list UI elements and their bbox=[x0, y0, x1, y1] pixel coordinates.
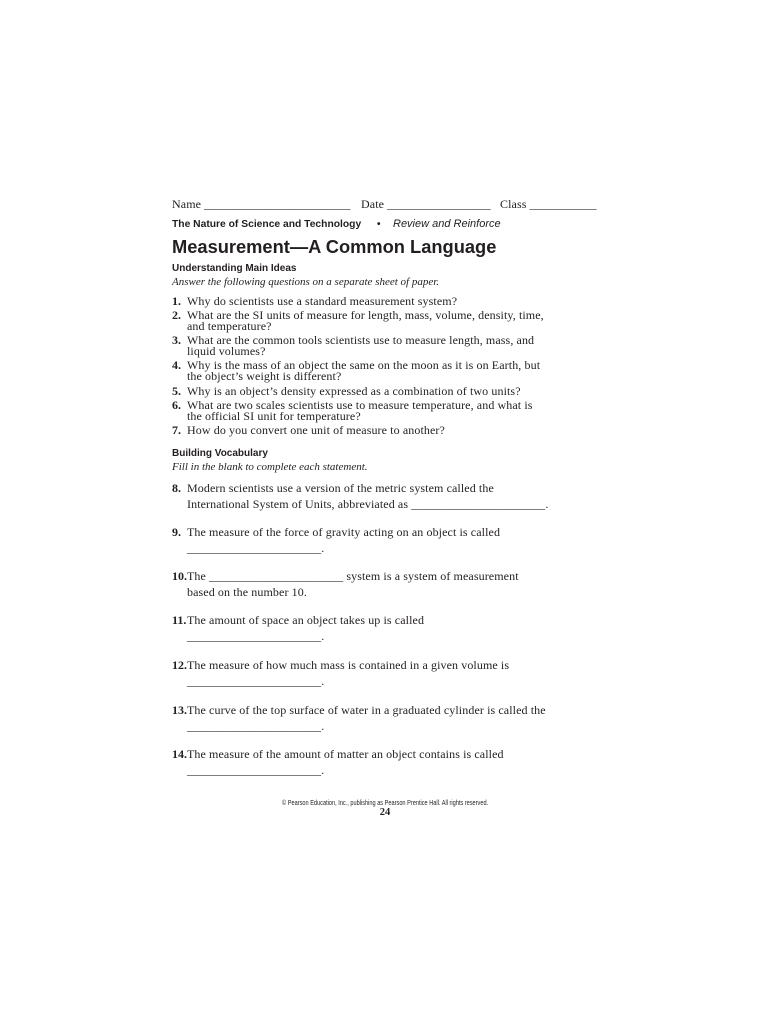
class-field bbox=[500, 199, 597, 210]
name-label: Name bbox=[172, 197, 202, 211]
vocabulary-item bbox=[172, 702, 546, 734]
vocabulary-item bbox=[172, 657, 509, 689]
vocabulary-number: 8. bbox=[172, 481, 181, 495]
vocabulary-number: 11. bbox=[172, 613, 187, 627]
question-text: What are the SI units of measure for length, mass, volume, density, time, and temperature? bbox=[187, 308, 544, 333]
question-text: Why is an object’s density expressed as a combination of two units? bbox=[187, 384, 521, 398]
name-blank: ________________________ bbox=[204, 197, 351, 211]
vocabulary-instructions: Fill in the blank to complete each statement. bbox=[172, 461, 368, 473]
vocabulary-item bbox=[172, 524, 500, 556]
vocabulary-number: 13. bbox=[172, 703, 187, 717]
question-item bbox=[172, 296, 457, 307]
page-number: 24 bbox=[379, 807, 391, 818]
vocabulary-number: 12. bbox=[172, 658, 187, 672]
vocabulary-item bbox=[172, 612, 424, 644]
question-item bbox=[172, 400, 533, 422]
main-ideas-instructions: Answer the following questions on a separate sheet of paper. bbox=[172, 276, 440, 288]
date-field bbox=[361, 199, 491, 210]
question-text: Why is the mass of an object the same on the moon as it is on Earth, but the object’s weight is different? bbox=[187, 358, 541, 383]
question-text: Why do scientists use a standard measurement system? bbox=[187, 294, 458, 308]
question-number: 4. bbox=[172, 358, 181, 372]
running-head-book: The Nature of Science and Technology bbox=[172, 219, 362, 230]
question-text: What are the common tools scientists use to measure length, mass, and liquid volumes? bbox=[187, 333, 535, 358]
vocabulary-number: 10. bbox=[172, 569, 187, 583]
vocabulary-number: 14. bbox=[172, 747, 187, 761]
vocabulary-item bbox=[172, 746, 504, 778]
question-item bbox=[172, 425, 445, 436]
vocabulary-statement: Modern scientists use a version of the metric system called the International System of Units, abbreviated as ______________________. bbox=[187, 481, 549, 511]
class-blank: ___________ bbox=[529, 197, 597, 211]
vocabulary-statement: The ______________________ system is a system of measurement based on the number 10. bbox=[187, 569, 519, 599]
name-field bbox=[172, 199, 350, 210]
vocabulary-number: 9. bbox=[172, 525, 181, 539]
class-label: Class bbox=[500, 197, 527, 211]
main-ideas-heading: Understanding Main Ideas bbox=[172, 263, 297, 274]
vocabulary-statement: The measure of how much mass is contained in a given volume is ______________________. bbox=[187, 658, 510, 688]
question-item bbox=[172, 310, 544, 332]
question-number: 1. bbox=[172, 294, 181, 308]
question-number: 2. bbox=[172, 308, 181, 322]
copyright-text: © Pearson Education, Inc., publishing as Pearson Prentice Hall. All rights reserved. bbox=[281, 798, 489, 807]
vocabulary-item bbox=[172, 480, 549, 512]
vocabulary-statement: The measure of the amount of matter an object contains is called ______________________. bbox=[187, 747, 504, 777]
vocabulary-heading: Building Vocabulary bbox=[172, 448, 268, 459]
question-number: 3. bbox=[172, 333, 181, 347]
copyright-line bbox=[0, 796, 770, 807]
question-item bbox=[172, 386, 521, 397]
vocabulary-statement: The measure of the force of gravity acting on an object is called ______________________. bbox=[187, 525, 501, 555]
question-item bbox=[172, 360, 540, 382]
vocabulary-statement: The amount of space an object takes up is called ______________________. bbox=[187, 613, 425, 643]
vocabulary-statement: The curve of the top surface of water in a graduated cylinder is called the ______________________. bbox=[187, 703, 546, 733]
date-label: Date bbox=[361, 197, 385, 211]
question-text: What are two scales scientists use to measure temperature, and what is the official SI unit for temperature? bbox=[187, 398, 533, 423]
question-number: 6. bbox=[172, 398, 181, 412]
page-title: Measurement—A Common Language bbox=[172, 236, 497, 257]
date-blank: _________________ bbox=[387, 197, 491, 211]
question-number: 7. bbox=[172, 423, 181, 437]
running-head-bullet: • bbox=[377, 219, 381, 230]
vocabulary-item bbox=[172, 568, 519, 600]
question-text: How do you convert one unit of measure to another? bbox=[187, 423, 445, 437]
question-item bbox=[172, 335, 534, 357]
running-head-section: Review and Reinforce bbox=[393, 218, 501, 230]
question-number: 5. bbox=[172, 384, 181, 398]
